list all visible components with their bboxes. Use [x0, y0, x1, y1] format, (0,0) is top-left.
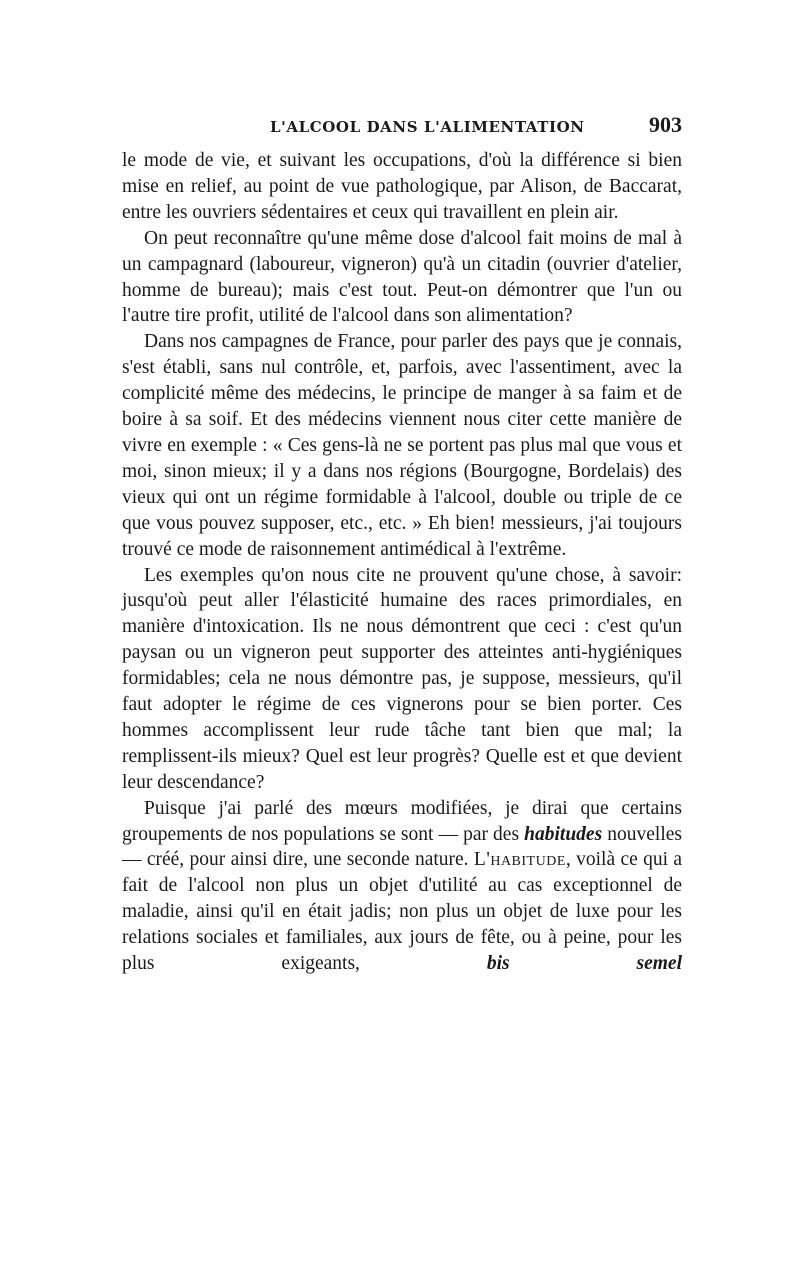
- page-header: [122, 112, 682, 142]
- paragraph-5: [122, 796, 682, 977]
- italic-habitudes: habitudes: [524, 823, 603, 845]
- paragraph-3: Dans nos campagnes de France, pour parler des pays que je connais, s'est établi, sans nul contrôle, et, parfois, avec l'assentiment, avec la complicité même des médecins, le principe de manger à sa faim et de boire à sa soif. Et des médecins viennent nous citer cette manière de vivre en exemple : « Ces gens-là ne se portent pas plus mal que vous et moi, sinon mieux; il y a dans nos régions (Bourgogne, Bordelais) des vieux qui ont un régime formidable à l'alcool, double ou triple de ce que vous pouvez supposer, etc., etc. » Eh bien! messieurs, j'ai toujours trouvé ce mode de raisonnement antimédical à l'extrême.: [122, 331, 682, 560]
- body-text: [122, 148, 682, 977]
- italic-bis-semel: bis semel: [486, 953, 682, 975]
- smallcaps-habitude: L'habitude: [473, 849, 566, 871]
- paragraph-2: On peut reconnaître qu'une même dose d'alcool fait moins de mal à un campagnard (laboureur, vigneron) qu'à un citadin (ouvrier d'atelier, homme de bureau); mais c'est tout. Peut-on démontrer que l'un ou l'autre tire profit, utilité de l'alcool dans son alimentation?: [122, 227, 682, 327]
- running-title: L'ALCOOL DANS L'ALIMENTATION: [270, 118, 585, 136]
- paragraph-5-text-c: , voilà ce qui a fait de l'alcool non plus un objet d'utilité au cas exceptionnel de maladie, ainsi qu'il en était jadis; non plus un objet de luxe pour les relations sociales et familiales, aux jours de fête, ou à peine, pour les plus exigeants,: [122, 849, 683, 975]
- paragraph-4: Les exemples qu'on nous cite ne prouvent qu'une chose, à savoir: jusqu'où peut aller l'élasticité humaine des races primordiales, en manière d'intoxication. Ils ne nous démontrent que ceci : c'est qu'un paysan ou un vigneron peut supporter des atteintes anti-hygiéniques formidables; cela ne nous démontre pas, je suppose, messieurs, qu'il faut adopter le régime de ces vignerons pour se bien porter. Ces hommes accomplissent leur rude tâche tant bien que mal; la remplissent-ils mieux? Quel est leur progrès? Quelle est et que devient leur descendance?: [122, 564, 682, 793]
- paragraph-1: le mode de vie, et suivant les occupations, d'où la différence si bien mise en relief, au point de vue pathologique, par Alison, de Baccarat, entre les ouvriers sédentaires et ceux qui travaillent en plein air.: [122, 150, 682, 223]
- paragraph-5-text-a: Puisque j'ai parlé des mœurs modifiées, je dirai que certains groupements de nos populations se sont — par des: [122, 797, 682, 845]
- paragraph-5-text-b: nouvelles — créé, pour ainsi dire, une seconde nature.: [122, 823, 683, 871]
- page-number: 903: [649, 112, 682, 137]
